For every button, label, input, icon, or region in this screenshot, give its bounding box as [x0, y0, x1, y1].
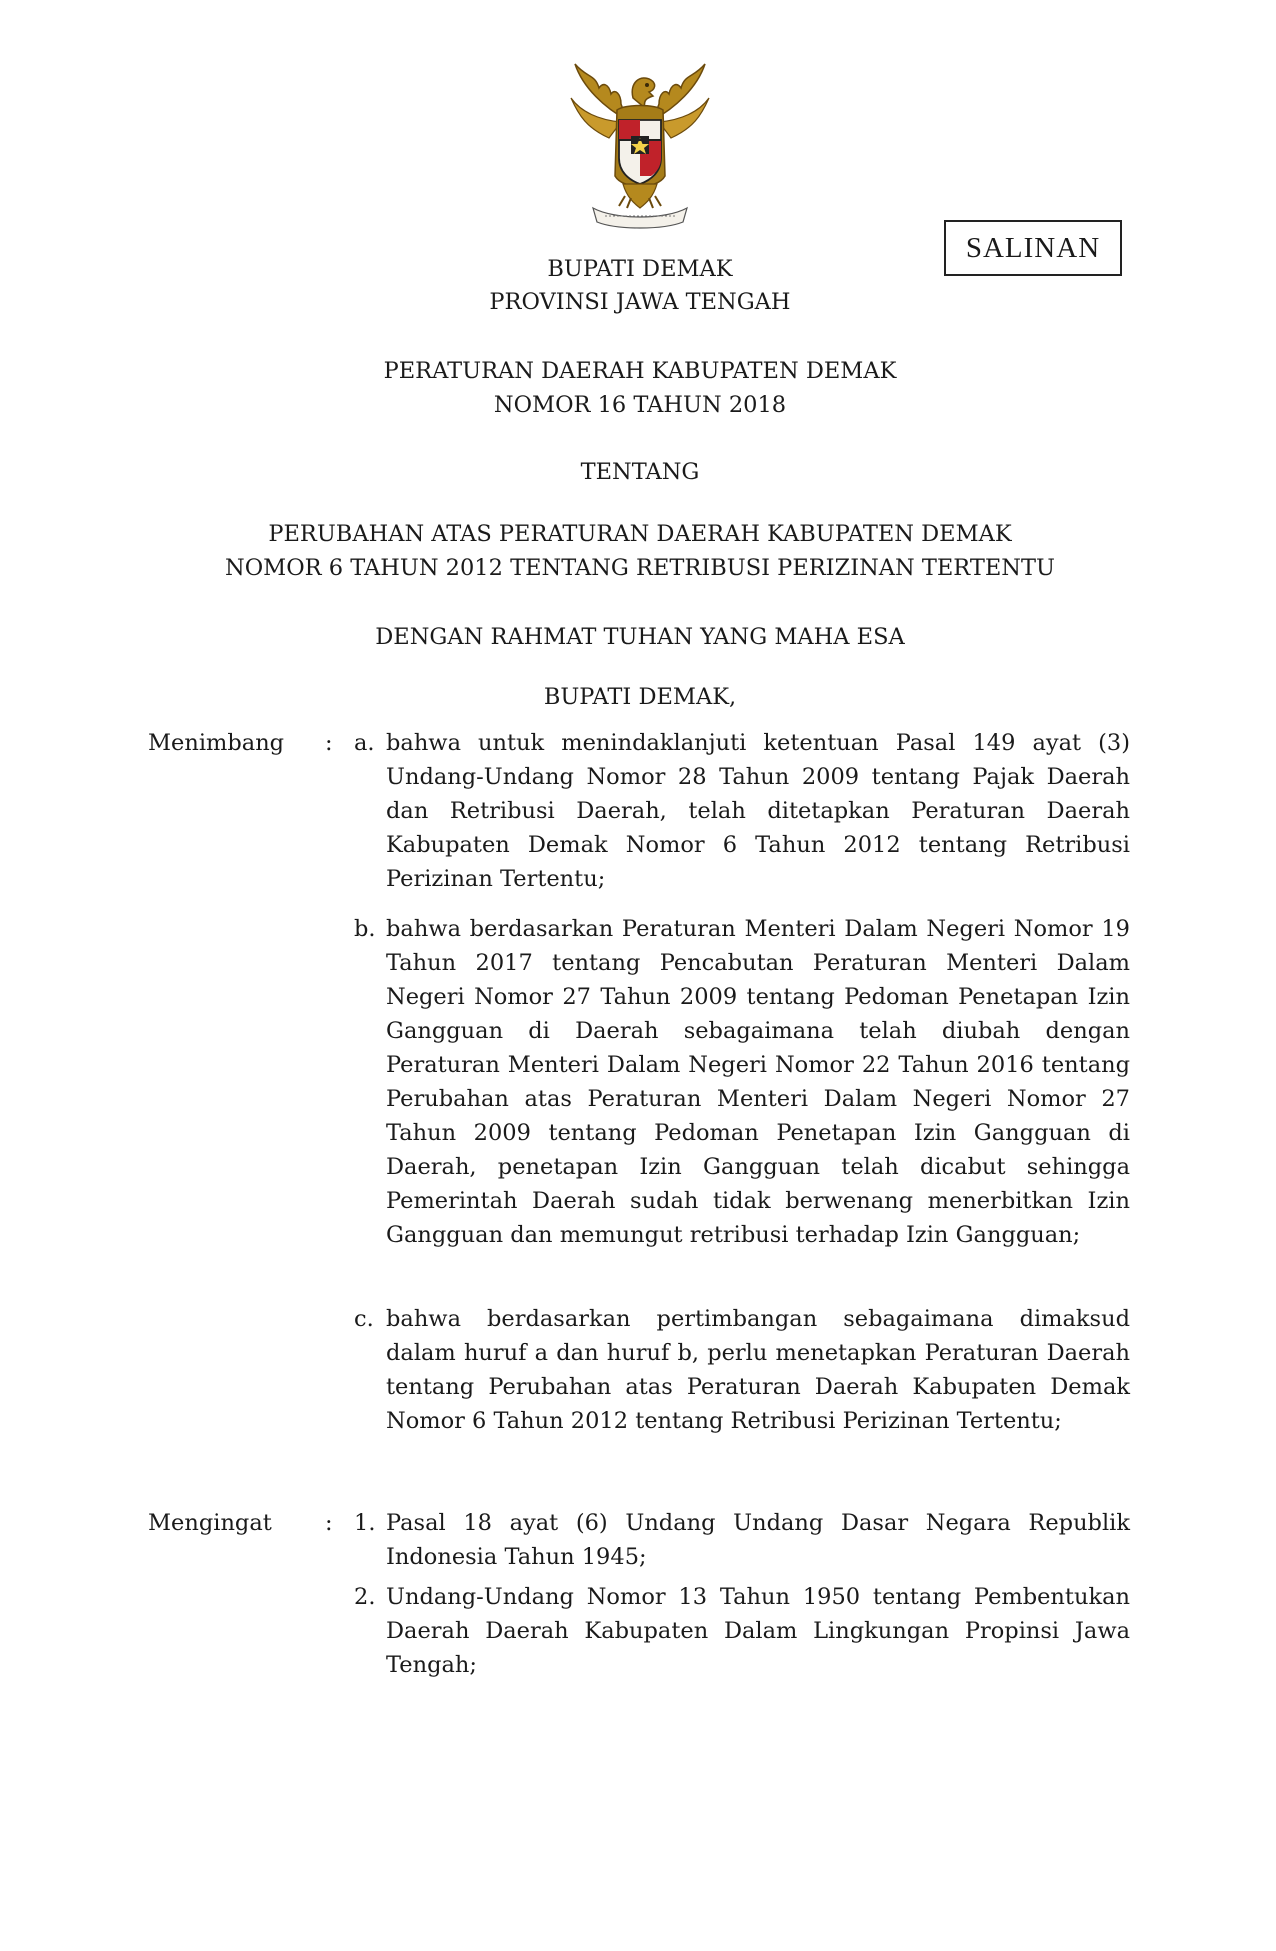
subject-line-2: NOMOR 6 TAHUN 2012 TENTANG RETRIBUSI PERIZINAN TERTENTU — [225, 555, 1055, 581]
salinan-stamp: SALINAN — [944, 220, 1122, 276]
issuer-line: BUPATI DEMAK, — [543, 684, 737, 710]
item-text: Pasal 18 ayat (6) Undang Undang Dasar Negara Republik Indonesia Tahun 1945; — [386, 1510, 1130, 1570]
menimbang-item-c — [354, 1302, 1130, 1438]
item-text: bahwa berdasarkan pertimbangan sebagaimana dimaksud dalam huruf a dan huruf b, perlu menetapkan Peraturan Daerah tentang Perubahan atas Peraturan Daerah Kabupaten Demak Nomor 6 Tahun 2012 tentang Retribusi Perizinan Tertentu; — [386, 1306, 1130, 1434]
menimbang-label: Menimbang — [148, 730, 285, 756]
garuda-emblem-icon — [565, 58, 715, 230]
item-marker: c. — [354, 1306, 374, 1332]
item-marker: b. — [354, 916, 376, 942]
mengingat-colon: : — [325, 1510, 333, 1536]
mengingat-item-2 — [354, 1580, 1130, 1682]
regulation-number: NOMOR 16 TAHUN 2018 — [493, 392, 787, 418]
item-marker: 2. — [354, 1584, 376, 1610]
menimbang-item-b — [354, 912, 1130, 1252]
item-text: bahwa berdasarkan Peraturan Menteri Dalam Negeri Nomor 19 Tahun 2017 tentang Pencabutan Peraturan Menteri Dalam Negeri Nomor 27 Tahun 2009 tentang Pedoman Penetapan Izin Gangguan di Daerah sebagaimana telah diubah dengan Peraturan Menteri Dalam Negeri Nomor 22 Tahun 2016 tentang Perubahan atas Peraturan Menteri Dalam Negeri Nomor 27 Tahun 2009 tentang Pedoman Penetapan Izin Gangguan di Daerah, penetapan Izin Gangguan telah dicabut sehingga Pemerintah Daerah sudah tidak berwenang menerbitkan Izin Gangguan dan memungut retribusi terhadap Izin Gangguan; — [386, 916, 1130, 1248]
item-text: bahwa untuk menindaklanjuti ketentuan Pasal 149 ayat (3) Undang-Undang Nomor 28 Tahun 2009 tentang Pajak Daerah dan Retribusi Daerah, telah ditetapkan Peraturan Daerah Kabupaten Demak Nomor 6 Tahun 2012 tentang Retribusi Perizinan Tertentu; — [386, 730, 1130, 892]
item-marker: 1. — [354, 1510, 376, 1536]
office-title: BUPATI DEMAK — [547, 256, 733, 282]
mengingat-label: Mengingat — [148, 1510, 272, 1536]
about-heading: TENTANG — [580, 459, 700, 485]
menimbang-colon: : — [325, 730, 333, 756]
item-marker: a. — [354, 730, 375, 756]
subject-line-1: PERUBAHAN ATAS PERATURAN DAERAH KABUPATEN DEMAK — [268, 521, 1012, 547]
regulation-title: PERATURAN DAERAH KABUPATEN DEMAK — [383, 358, 897, 384]
province-title: PROVINSI JAWA TENGAH — [489, 289, 791, 315]
item-text: Undang-Undang Nomor 13 Tahun 1950 tentang Pembentukan Daerah Daerah Kabupaten Dalam Lingkungan Propinsi Jawa Tengah; — [386, 1584, 1130, 1678]
menimbang-item-a — [354, 726, 1130, 896]
blessing-line: DENGAN RAHMAT TUHAN YANG MAHA ESA — [375, 624, 905, 650]
mengingat-item-1 — [354, 1506, 1130, 1574]
